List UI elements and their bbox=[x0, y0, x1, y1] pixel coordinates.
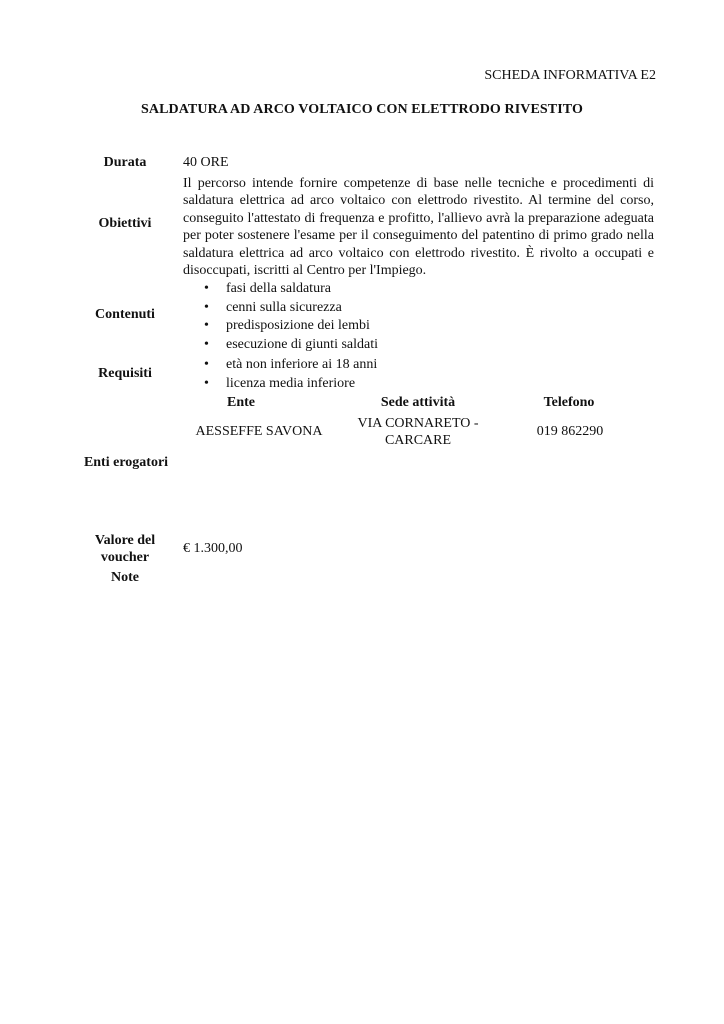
list-item: • predisposizione dei lembi bbox=[183, 317, 378, 336]
list-item: • fasi della saldatura bbox=[183, 280, 378, 299]
list-item: • esecuzione di giunti saldati bbox=[183, 336, 378, 355]
enti-header-sede: Sede attività bbox=[380, 395, 456, 410]
durata-label: Durata bbox=[103, 155, 147, 170]
obiettivi-text: Il percorso intende fornire competenze di base nelle tecniche e procedimenti di saldatura elettrica ad arco voltaico con elettrodo rivestito. Al termine del corso, conseguito l'attestato di frequenza e profitto, l'allievo avrà la preparazione adeguata per poter sostenere l'esame per il conseguimento del patentino di primo grado nella saldatura elettrica ad arco voltaico con elettrodo rivestito. È rivolto a occupati e disoccupati, iscritti al Centro per l'Impiego. bbox=[183, 176, 654, 279]
requisiti-list bbox=[183, 356, 377, 393]
voucher-label-line-2: voucher bbox=[100, 550, 150, 565]
voucher-label-line-1: Valore del bbox=[94, 533, 156, 548]
voucher-label bbox=[85, 532, 165, 566]
list-item: • età non inferiore ai 18 anni bbox=[183, 356, 377, 375]
enti-erogatori-label: Enti erogatori bbox=[83, 455, 169, 470]
enti-cell-telefono: 019 862290 bbox=[536, 424, 604, 439]
list-item: • licenza media inferiore bbox=[183, 375, 377, 394]
enti-header-ente: Ente bbox=[227, 395, 255, 410]
contenuti-list bbox=[183, 280, 378, 354]
durata-value: 40 ORE bbox=[183, 155, 229, 170]
sede-line-2: CARCARE bbox=[384, 433, 452, 448]
sede-line-1: VIA CORNARETO - bbox=[357, 416, 479, 431]
enti-cell-sede bbox=[344, 415, 492, 449]
enti-header-telefono: Telefono bbox=[543, 395, 595, 410]
requisiti-label: Requisiti bbox=[98, 366, 152, 381]
document-header: SCHEDA INFORMATIVA E2 bbox=[484, 68, 656, 83]
voucher-value: € 1.300,00 bbox=[183, 541, 243, 556]
list-item: • cenni sulla sicurezza bbox=[183, 299, 378, 318]
contenuti-label: Contenuti bbox=[95, 307, 155, 322]
obiettivi-label: Obiettivi bbox=[98, 216, 152, 231]
enti-cell-ente: AESSEFFE SAVONA bbox=[195, 424, 323, 439]
note-label: Note bbox=[111, 570, 139, 585]
page-title: SALDATURA AD ARCO VOLTAICO CON ELETTRODO RIVESTITO bbox=[141, 102, 583, 117]
